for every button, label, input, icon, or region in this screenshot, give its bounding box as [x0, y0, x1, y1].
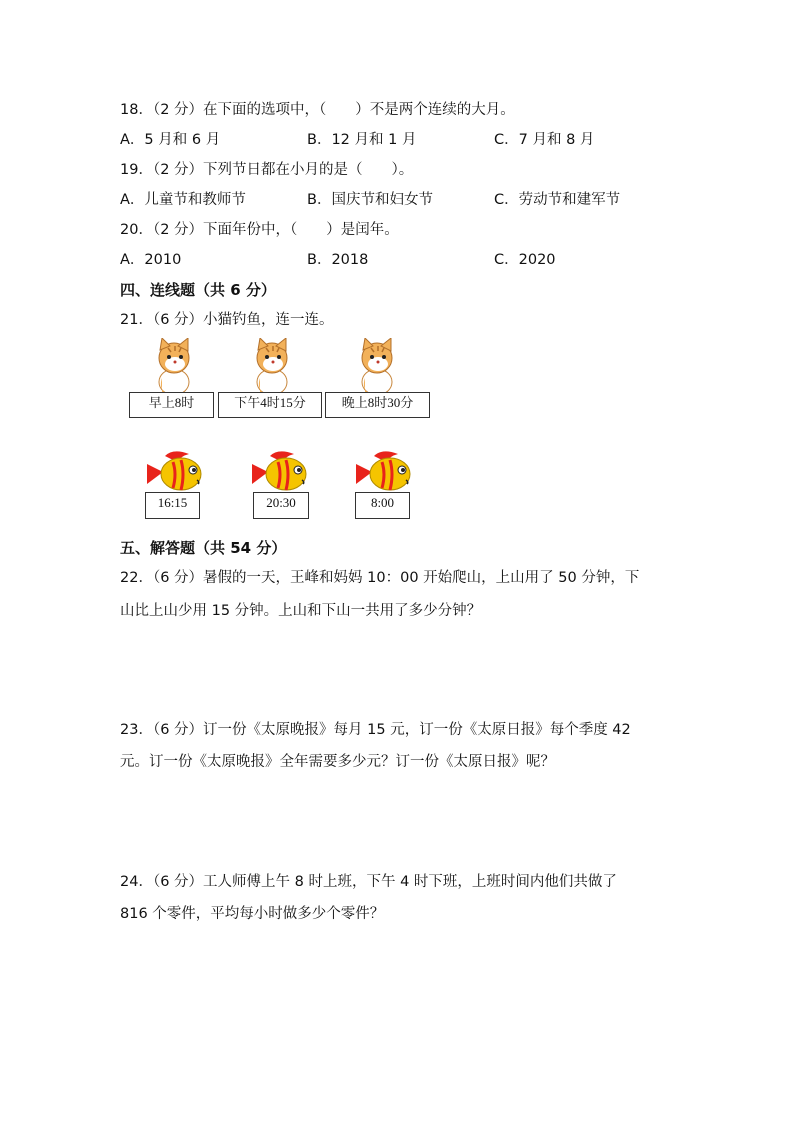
cat-icon-3: [351, 338, 401, 394]
q19-option-c: C．劳动节和建军节: [494, 192, 621, 208]
q19-option-b: B．国庆节和妇女节: [307, 192, 433, 208]
q20-option-c: C．2020: [494, 252, 556, 268]
q18-option-b: B．12 月和 1 月: [307, 132, 417, 148]
q24-line-2: 816 个零件，平均每小时做多少个零件？: [120, 906, 385, 922]
cat-icon-2: [246, 338, 296, 394]
q22-line-1: 22．（6 分）暑假的一天，王峰和妈妈 10：00 开始爬山，上山用了 50 分钟，下: [120, 570, 640, 586]
q23-line-1: 23．（6 分）订一份《太原晚报》每月 15 元，订一份《太原日报》每个季度 42: [120, 722, 631, 738]
q18-option-a: A．5 月和 6 月: [120, 132, 221, 148]
cat-time-label-1: 早上8时: [129, 392, 214, 418]
q20-option-b: B．2018: [307, 252, 369, 268]
fish-time-label-2: 20:30: [253, 492, 309, 519]
q24-line-1: 24．（6 分）工人师傅上午 8 时上班，下午 4 时下班，上班时间内他们共做了: [120, 874, 617, 890]
q18-stem: 18．（2 分）在下面的选项中，（ ）不是两个连续的大月。: [120, 102, 515, 118]
cat-time-label-2: 下午4时15分: [218, 392, 322, 418]
q20-stem: 20．（2 分）下面年份中，（ ）是闰年。: [120, 222, 399, 238]
q18-option-c: C．7 月和 8 月: [494, 132, 595, 148]
fish-time-label-3: 8:00: [355, 492, 410, 519]
q21-stem: 21．（6 分）小猫钓鱼，连一连。: [120, 312, 334, 328]
cat-time-label-3: 晚上8时30分: [325, 392, 430, 418]
fish-icon-3: [352, 450, 414, 494]
q22-line-2: 山比上山少用 15 分钟。上山和下山一共用了多少分钟？: [120, 603, 482, 619]
q20-option-a: A．2010: [120, 252, 182, 268]
cat-icon-1: [148, 338, 198, 394]
q23-line-2: 元。订一份《太原晚报》全年需要多少元？订一份《太原日报》呢？: [120, 754, 555, 770]
fish-icon-2: [248, 450, 310, 494]
section4-title: 四、连线题（共 6 分）: [120, 281, 276, 299]
section5-title: 五、解答题（共 54 分）: [120, 539, 287, 557]
q19-stem: 19．（2 分）下列节日都在小月的是（ ）。: [120, 162, 414, 178]
q19-option-a: A．儿童节和教师节: [120, 192, 246, 208]
fish-icon-1: [143, 450, 205, 494]
fish-time-label-1: 16:15: [145, 492, 200, 519]
